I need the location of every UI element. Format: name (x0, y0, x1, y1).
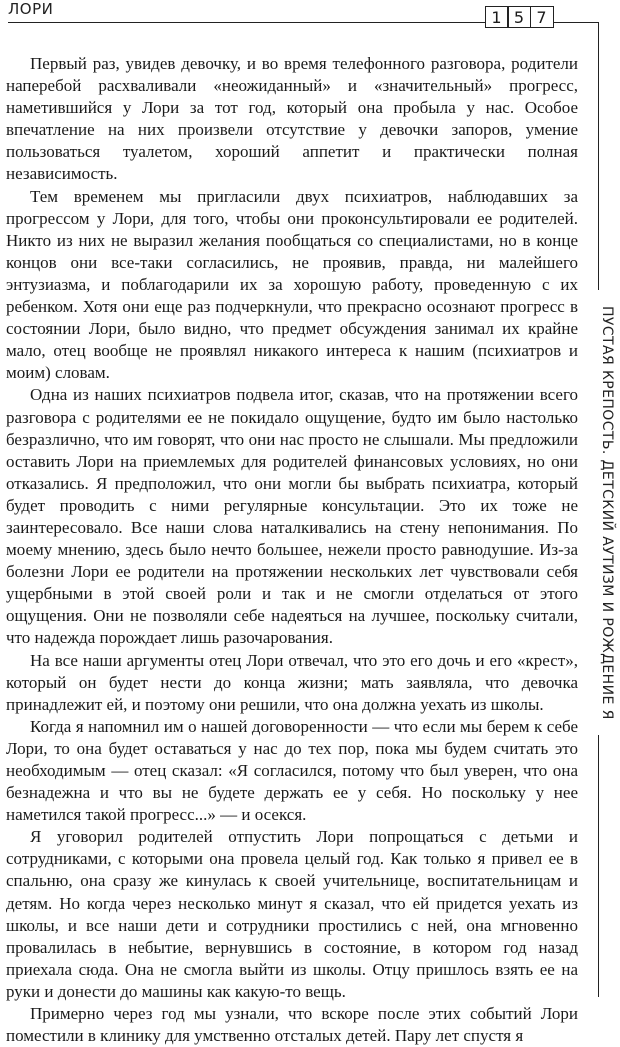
side-book-title-text: ПУСТАЯ КРЕПОСТЬ. ДЕТСКИЙ АУТИЗМ И РОЖДЕНИЕ Я (599, 305, 615, 720)
paragraph: Первый раз, увидев девочку, и во время телефонного разговора, родители наперебой расхваливали «неожиданный» и «значительный» прогресс, наметившийся у Лори за тот год, который она пробыла у нас. Особое впечатление на них произвели отсутствие у девочки запоров, умение пользоваться туалетом, хороший аппетит и практически полная независимость. (6, 54, 578, 184)
running-head: ЛОРИ (8, 0, 54, 18)
page-number-digit: 5 (507, 6, 531, 28)
header-rule-right (554, 22, 598, 23)
side-rule-top (598, 22, 599, 290)
paragraph: Примерно через год мы узнали, что вскоре после этих событий Лори поместили в клинику для умственно отсталых детей. Пару лет спустя я (6, 1004, 578, 1046)
paragraph: Я уговорил родителей отпустить Лори попрощаться с детьми и сотрудниками, с которыми она провела целый год. Как только я привел ее в спальню, она сразу же кинулась к своей учительнице, воспитательницам и детям. Но когда через несколько минут я сказал, что ей придется уехать из школы, и все наши дети и сотрудники простились с ней, она мгновенно провалилась в небытие, вернувшись в состояние, в котором год назад приехала сюда. Она не смогла выйти из школы. Отцу пришлось взять ее на руки и донести до машины как какую-то вещь. (6, 827, 578, 1001)
page-number-digit: 7 (530, 6, 554, 28)
side-book-title (598, 300, 616, 725)
side-rule-bottom (598, 735, 599, 997)
header-rule (8, 22, 486, 23)
paragraph: Одна из наших психиатров подвела итог, сказав, что на протяжении всего разговора с родителями ее не покидало ощущение, будто им было настолько безразлично, что им говорят, что они нас просто не слышали. Мы предложили оставить Лори на приемлемых для родителей финансовых условиях, но они отказались. Я предположил, что они могли бы выбрать психиатра, который будет проводить с ними регулярные консультации. Это их тоже не заинтересовало. Все наши слова наталкивались на стену непонимания. По моему мнению, здесь было нечто большее, нежели просто равнодушие. Из-за болезни Лори ее родители на протяжении нескольких лет чувствовали себя ущербными в этой своей роли и так и не смогли отделаться от этого ощущения. Они не позволяли себе надеяться на лучшее, поскольку считали, что надежда порождает лишь разочарования. (6, 385, 578, 648)
paragraph: На все наши аргументы отец Лори отвечал, что это его дочь и его «крест», который он будет нести до конца жизни; мать заявляла, что девочка принадлежит ей, и поэтому они решили, что она должна уехать из школы. (6, 650, 578, 714)
paragraph: Тем временем мы пригласили двух психиатров, наблюдавших за прогрессом у Лори, для того, чтобы они проконсультировали ее родителей. Никто из них не выразил желания пообщаться со специалистами, но в конце концов они все-таки согласились, не проявив, правда, ни малейшего энтузиазма, и поблагодарили их за хорошую работу, проведенную с их ребенком. Хотя они еще раз подчеркнули, что прекрасно осознают прогресс в состоянии Лори, было видно, что предмет обсуждения занимал их крайне мало, отец вообще не проявлял никакого интереса к нашим (психиатров и моим) словам. (6, 186, 578, 383)
page-number-digit: 1 (485, 6, 509, 28)
body-text (6, 53, 578, 1047)
page-number (486, 6, 554, 28)
paragraph: Когда я напомнил им о нашей договоренности — что если мы берем к себе Лори, то она будет оставаться у нас до тех пор, пока мы будем считать это необходимым — отец сказал: «Я согласился, потому что был уверен, что она безнадежна и что вы не будете держать ее у себя. Но поскольку у нее наметился такой прогресс...» — и осекся. (6, 716, 578, 825)
